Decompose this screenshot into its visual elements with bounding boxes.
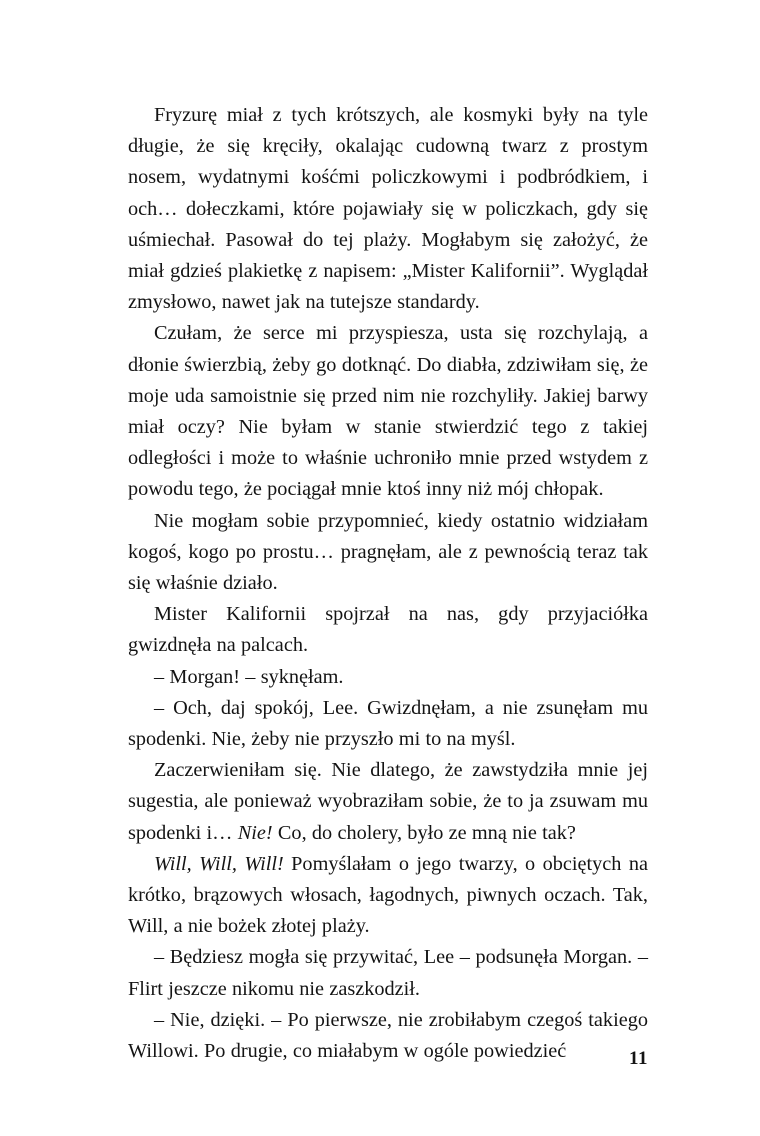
paragraph bbox=[128, 1005, 648, 1067]
paragraph bbox=[128, 506, 648, 600]
paragraph bbox=[128, 318, 648, 505]
page-text-block bbox=[128, 100, 648, 1067]
paragraph bbox=[128, 942, 648, 1004]
paragraph bbox=[128, 662, 648, 693]
body-text: – Nie, dzięki. – Po pierwsze, nie zrobiłabym czegoś takiego Willowi. Po drugie, co miałabym w ogóle powiedzieć bbox=[128, 1008, 648, 1063]
body-text: Fryzurę miał z tych krótszych, ale kosmyki były na tyle długie, że się kręciły, okalając cudowną twarz z prostym nosem, wydatnymi kośćmi policzkowymi i podbródkiem, i och… dołeczkami, które pojawiały się w policzkach, gdy się uśmiechał. Pasował do tej plaży. Mogłabym się założyć, że miał gdzieś plakietkę z napisem: „Mister Kalifornii”. Wyglądał zmysłowo, nawet jak na tutejsze standardy. bbox=[128, 104, 648, 314]
body-text: Mister Kalifornii spojrzał na nas, gdy przyjaciółka gwizdnęła na palcach. bbox=[128, 603, 648, 657]
body-text: Czułam, że serce mi przyspiesza, usta się rozchylają, a dłonie świerzbią, żeby go dotknąć. Do diabła, zdziwiłam się, że moje uda samoistnie się przed nim nie rozchyliły. Jakiej barwy miał oczy? Nie byłam w stanie stwierdzić tego z takiej odległości i może to właśnie uchroniło mnie przed wstydem z powodu tego, że pociągał mnie ktoś inny niż mój chłopak. bbox=[128, 322, 648, 501]
body-text: – Och, daj spokój, Lee. Gwizdnęłam, a nie zsunęłam mu spodenki. Nie, żeby nie przyszło mi to na myśl. bbox=[128, 696, 648, 751]
paragraph bbox=[128, 693, 648, 755]
paragraph bbox=[128, 755, 648, 849]
body-text: – Będziesz mogła się przywitać, Lee – podsunęła Morgan. – Flirt jeszcze nikomu nie zaszkodził. bbox=[128, 946, 648, 1000]
body-text: Co, do cholery, było ze mną nie tak? bbox=[272, 821, 576, 844]
body-text: – Morgan! – syknęłam. bbox=[154, 665, 344, 688]
emphasis-text: Will, Will, Will! bbox=[154, 852, 284, 875]
body-text: Pomyślałam o jego twarzy, o obciętych na krótko, brązowych włosach, łagodnych, piwnych oczach. Tak, Will, a nie bożek złotej plaży. bbox=[128, 852, 648, 938]
body-text: Nie mogłam sobie przypomnieć, kiedy ostatnio widziałam kogoś, kogo po prostu… pragnęłam, ale z pewnością teraz tak się właśnie działo. bbox=[128, 509, 648, 595]
paragraph bbox=[128, 100, 648, 318]
page-number: 11 bbox=[629, 1048, 648, 1069]
paragraph bbox=[128, 599, 648, 661]
paragraph bbox=[128, 849, 648, 943]
emphasis-text: Nie! bbox=[237, 821, 273, 844]
body-text: Zaczerwieniłam się. Nie dlatego, że zawstydziła mnie jej sugestia, ale ponieważ wyobraziłam sobie, że to ja zsuwam mu spodenki i… bbox=[128, 759, 648, 844]
